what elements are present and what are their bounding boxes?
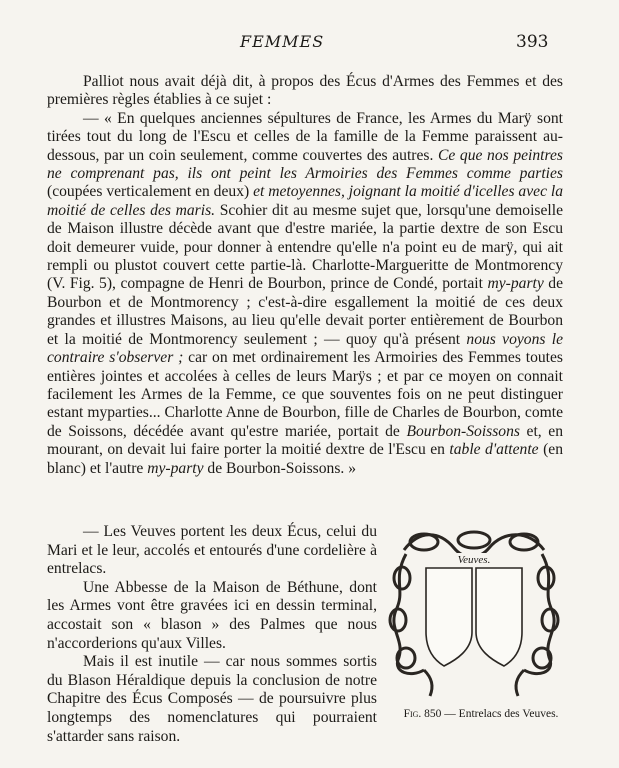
italic-run: my-party [487,275,544,293]
figure-caption [392,707,570,721]
running-title: FEMMES [240,32,325,51]
right-tassel [516,670,524,696]
knot-top-center [458,532,490,548]
text-run: de Bourbon-Soissons. » [203,459,356,477]
side-paragraph: Une Abbesse de la Maison de Béthune, dont les Armes vont être gravées ici en dessin terminal, accostait son « blason » des Palmes que nous n'accorderions qu'aux Villes. [47,578,377,652]
side-paragraph: Mais il est inutile — car nous sommes sortis du Blason Héraldique depuis la conclusion de notre Chapitre des Écus Composés — de poursuivre plus longtemps des nomenclatures qui pourraient s'attarder sans raison. [47,653,377,745]
side-paragraph: — Les Veuves portent les deux Écus, celui du Mari et le leur, accolés et entourés d'une cordelière à entrelacs. [47,523,377,578]
caption-text: — Entrelacs des Veuves. [441,708,559,720]
text-run: de Bourbon et de Montmorency ; c'est-à-dire esgallement la moitié de ces deux grandes et illustres Maisons, au lieu qu'elle devait porter entièrement de Bourbon et la moitié de Montmorency seulement ; — quoy qu'à présent [47,275,563,348]
wife-shield [476,568,522,666]
text-run: — « En quelques anciennes sépultures de France, les Armes du Marÿ sont tirées tout du long de l'Escu et celles de la famille de la Femme paraissent au-dessous, par un coin seulement, comme couvertes des autres. [47,109,563,164]
side-text [47,523,377,746]
page-number: 393 [516,32,549,52]
paragraph [47,110,563,478]
text-run: (en blanc) et l'autre [47,441,563,477]
cordeliere-illustration [384,520,564,700]
italic-run: my-party [147,459,204,477]
text-run: Scohier dit au mesme sujet que, lorsqu'une demoiselle de Maison illustre décède avant que d'estre mariée, la partie dextre de son Escu doit demeurer vuide, pour donner à entendre qu'elle n'a point eu de marÿ, qui ait rempli ou plustot couvert cette partie-là. Charlotte-Margueritte de Montmorency (V. Fig. 5), compagne de Henri de Bourbon, prince de Condé, portait [47,201,563,293]
text-run: (coupées verticalement en deux) [47,183,254,201]
main-text [47,73,563,478]
italic-run: Ce que nos peintres ne comprenant pas, ils ont peint les Armoiries des Femmes comme parties [47,146,563,183]
knot-left-2 [390,609,406,631]
italic-run: table d'attente [449,441,539,459]
caption-prefix: Fig. 850 [403,708,442,720]
text-run: et, en mourant, on devait lui faire porter la moitié dextre de l'Escu en [47,422,563,459]
figure-widows-knots [384,520,564,700]
knot-left-1 [394,567,410,589]
italic-run: Bourbon-Soissons [406,422,520,440]
knot-right-2 [542,609,558,631]
italic-run: nous voyons le contraire s'observer ; [47,330,564,367]
paragraph [47,73,563,110]
figure-label: Veuves. [457,554,491,566]
knot-right-1 [538,567,554,589]
text-run: car on met ordinairement les Armoiries des Femmes toutes entières jointes et accolées à celles de leurs Marÿs ; et par ce moyen on connait facilement les Armes de la Femme, ce que souventes fois on ne peut distinguer estant myparties... Charlotte Anne de Bourbon, fille de Charles de Bourbon, comte de Soissons, décédée avant qu'estre mariée, portait de [47,349,563,440]
husband-shield [426,568,472,666]
left-tassel [424,670,432,696]
text-run: Palliot nous avait déjà dit, à propos des Écus d'Armes des Femmes et des premières règles établies à ce sujet : [47,73,563,109]
running-header [0,32,619,56]
italic-run: et metoyennes, joignant la moitié d'icelles avec la moitié de celles des maris. [47,183,564,219]
